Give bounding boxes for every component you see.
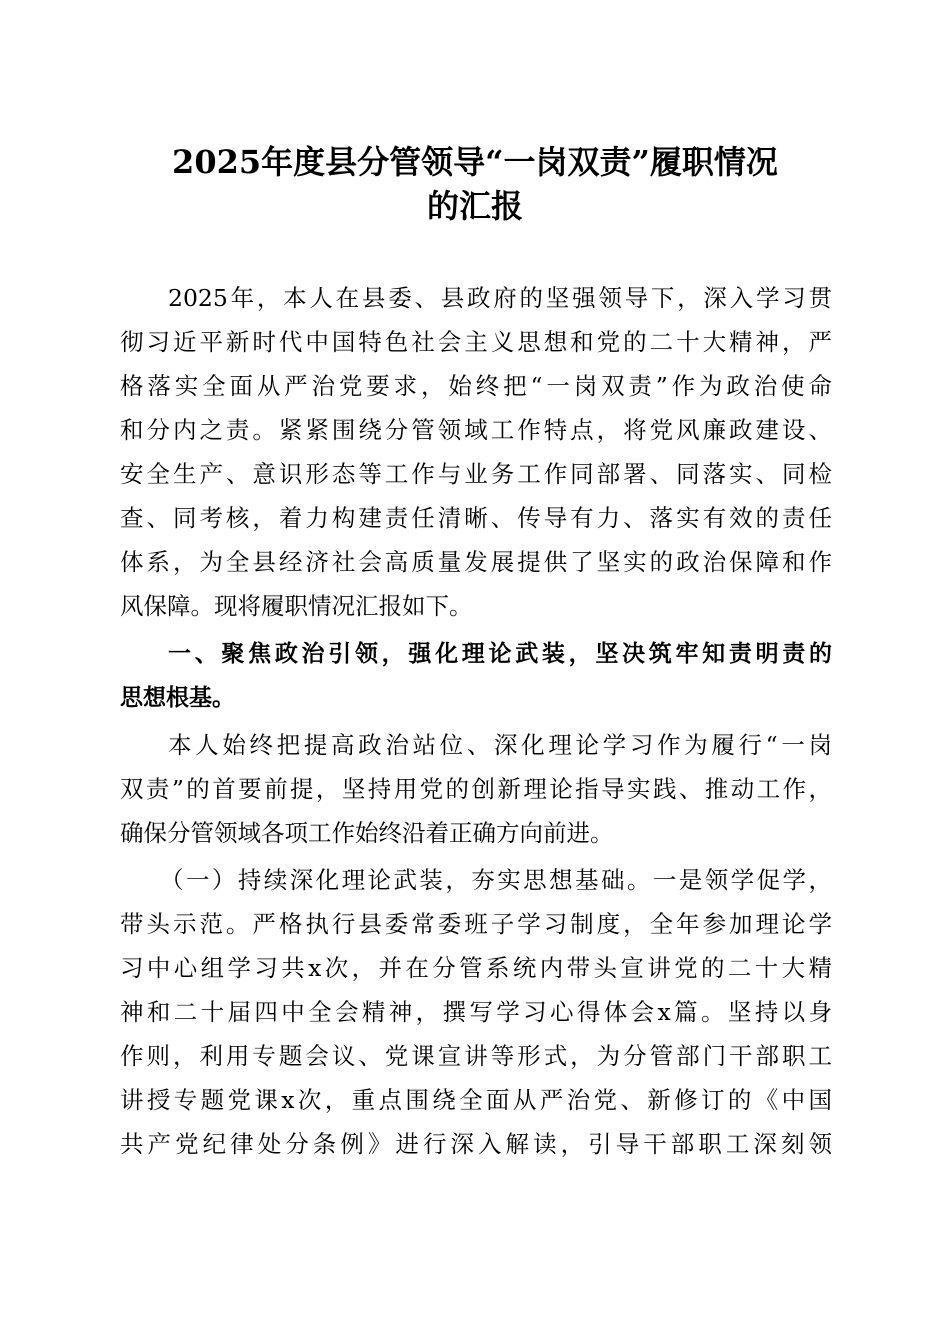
paragraph-1-line: 体系，为全县经济社会高质量发展提供了坚实的政治保障和作 <box>120 548 832 576</box>
section-heading-1-line: 思想根基。 <box>120 685 235 711</box>
paragraph-1-line: 2025年，本人在县委、县政府的坚强领导下，深入学习贯 <box>168 284 832 312</box>
paragraph-1-line: 安全生产、意识形态等工作与业务工作同部署、同落实、同检 <box>120 460 832 488</box>
paragraph-1-line: 和分内之责。紧紧围绕分管领域工作特点，将党风廉政建设、 <box>120 416 832 444</box>
paragraph-1-line: 彻习近平新时代中国特色社会主义思想和党的二十大精神，严 <box>120 328 832 356</box>
paragraph-3-line: （一）持续深化理论武装，夯实思想基础。一是领学促学， <box>160 866 832 894</box>
paragraph-2-line: 双责”的首要前提，坚持用党的创新理论指导实践、推动工作， <box>120 775 832 803</box>
paragraph-1-line: 风保障。现将履职情况汇报如下。 <box>120 592 473 620</box>
paragraph-1-line: 查、同考核，着力构建责任清晰、传导有力、落实有效的责任 <box>120 504 832 532</box>
document-title-line-2: 的汇报 <box>426 187 523 225</box>
paragraph-2-line: 确保分管领域各项工作始终沿着正确方向前进。 <box>120 819 614 847</box>
paragraph-3-line: 习中心组学习共x次，并在分管系统内带头宣讲党的二十大精 <box>120 954 832 982</box>
paragraph-3-line: 讲授专题党课x次，重点围绕全面从严治党、新修订的《中国 <box>120 1086 832 1114</box>
paragraph-3-line: 共产党纪律处分条例》进行深入解读，引导干部职工深刻领 <box>120 1130 832 1158</box>
paragraph-1-line: 格落实全面从严治党要求，始终把“一岗双责”作为政治使命 <box>120 372 832 400</box>
paragraph-3-line: 神和二十届四中全会精神，撰写学习心得体会x篇。坚持以身 <box>120 998 832 1026</box>
paragraph-2-line: 本人始终把提高政治站位、深化理论学习作为履行“一岗 <box>168 731 832 759</box>
paragraph-3-line: 作则，利用专题会议、党课宣讲等形式，为分管部门干部职工 <box>120 1042 832 1070</box>
document-title-line-1: 2025年度县分管领导“一岗双责”履职情况 <box>172 143 778 181</box>
paragraph-3-line: 带头示范。严格执行县委常委班子学习制度，全年参加理论学 <box>120 910 832 938</box>
section-heading-1-line: 一、聚焦政治引领，强化理论武装，坚决筑牢知责明责的 <box>168 641 832 667</box>
